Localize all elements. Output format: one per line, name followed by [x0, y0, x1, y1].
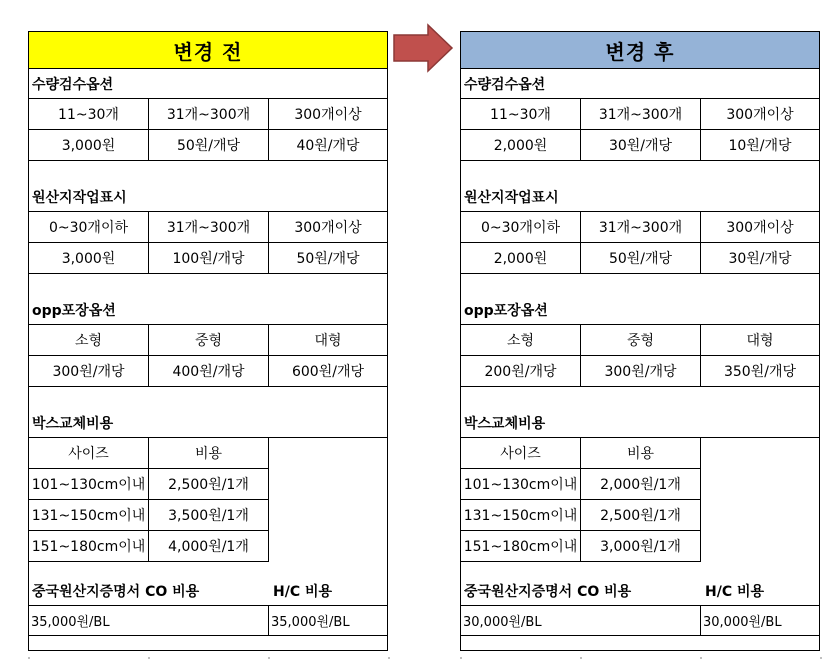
opp-header-row	[461, 325, 819, 356]
table-cell: 11~30개	[29, 99, 149, 129]
box-row	[29, 500, 387, 531]
after-title: 변경 후	[461, 32, 819, 69]
co-label: 중국원산지증명서 CO 비용	[464, 583, 632, 600]
spacer	[461, 161, 819, 182]
before-panel	[28, 31, 388, 651]
co-label-row	[461, 576, 819, 606]
arrow-right-icon	[392, 23, 454, 73]
table-cell: 대형	[314, 333, 342, 349]
spacer	[29, 636, 387, 650]
box-row	[461, 469, 819, 500]
table-cell: 3,500원/1개	[149, 500, 269, 531]
origin-header-row	[461, 212, 819, 243]
table-cell: 중형	[149, 325, 269, 355]
table-cell: 3,000원	[29, 243, 149, 273]
table-cell: 10원/개당	[728, 138, 792, 154]
after-panel	[460, 31, 820, 651]
opp-label: opp포장옵션	[461, 295, 819, 325]
table-cell: 350원/개당	[723, 364, 796, 380]
spacer	[29, 387, 387, 408]
spacer	[461, 636, 819, 650]
hc-label: H/C 비용	[273, 583, 333, 600]
table-cell: 2,500원/1개	[149, 469, 269, 500]
spacer	[29, 274, 387, 295]
table-cell: 2,000원/1개	[581, 469, 701, 500]
table-cell: 131~150cm이내	[29, 500, 149, 531]
hc-value: 35,000원/BL	[271, 615, 350, 630]
box-row	[461, 500, 819, 531]
table-cell: 대형	[746, 333, 774, 349]
table-cell: 31개~300개	[581, 212, 701, 242]
spacer	[29, 161, 387, 182]
spacer	[461, 387, 819, 408]
table-cell: 0~30개이하	[29, 212, 149, 242]
table-cell: 101~130cm이내	[29, 469, 149, 500]
table-cell: 사이즈	[29, 438, 149, 469]
inspection-header-row	[29, 99, 387, 130]
table-cell: 소형	[29, 325, 149, 355]
table-cell: 중형	[581, 325, 701, 355]
table-cell: 400원/개당	[149, 356, 269, 386]
table-cell: 3,000원	[29, 130, 149, 160]
table-cell: 2,500원/1개	[581, 500, 701, 531]
table-cell: 2,000원	[461, 243, 581, 273]
box-row	[29, 469, 387, 500]
table-cell: 31개~300개	[581, 99, 701, 129]
table-cell: 31개~300개	[149, 99, 269, 129]
inspection-header-row	[461, 99, 819, 130]
box-row	[461, 531, 819, 562]
box-header-row	[461, 438, 819, 469]
table-cell: 600원/개당	[291, 364, 364, 380]
opp-label: opp포장옵션	[29, 295, 387, 325]
table-cell: 40원/개당	[296, 138, 360, 154]
table-cell: 151~180cm이내	[461, 531, 581, 562]
table-cell: 300개이상	[726, 220, 794, 236]
table-cell: 101~130cm이내	[461, 469, 581, 500]
table-cell: 50원/개당	[149, 130, 269, 160]
table-cell: 50원/개당	[296, 251, 360, 267]
before-title: 변경 전	[29, 32, 387, 69]
table-cell: 31개~300개	[149, 212, 269, 242]
table-cell: 30원/개당	[728, 251, 792, 267]
table-cell: 3,000원/1개	[581, 531, 701, 562]
table-cell: 0~30개이하	[461, 212, 581, 242]
spacer	[461, 562, 819, 576]
table-cell: 11~30개	[461, 99, 581, 129]
spacer	[29, 562, 387, 576]
table-cell: 131~150cm이내	[461, 500, 581, 531]
inspection-price-row	[29, 130, 387, 161]
inspection-label: 수량검수옵션	[29, 69, 387, 99]
table-cell: 300개이상	[294, 107, 362, 123]
table-cell: 50원/개당	[581, 243, 701, 273]
co-value-row	[461, 606, 819, 636]
box-label: 박스교체비용	[461, 408, 819, 438]
co-label: 중국원산지증명서 CO 비용	[32, 583, 200, 600]
table-cell: 151~180cm이내	[29, 531, 149, 562]
hc-label: H/C 비용	[705, 583, 765, 600]
co-value-row	[29, 606, 387, 636]
co-value: 35,000원/BL	[29, 606, 269, 635]
origin-header-row	[29, 212, 387, 243]
table-cell: 300개이상	[726, 107, 794, 123]
co-value: 30,000원/BL	[461, 606, 701, 635]
origin-price-row	[461, 243, 819, 274]
opp-price-row	[461, 356, 819, 387]
table-cell: 2,000원	[461, 130, 581, 160]
table-cell: 300개이상	[294, 220, 362, 236]
co-label-row	[29, 576, 387, 606]
table-cell: 30원/개당	[581, 130, 701, 160]
table-cell: 비용	[149, 438, 269, 469]
table-cell: 4,000원/1개	[149, 531, 269, 562]
opp-header-row	[29, 325, 387, 356]
table-cell: 소형	[461, 325, 581, 355]
table-cell: 200원/개당	[461, 356, 581, 386]
page-break-dots	[0, 657, 840, 661]
opp-price-row	[29, 356, 387, 387]
spacer	[461, 274, 819, 295]
table-cell: 300원/개당	[581, 356, 701, 386]
table-cell: 사이즈	[461, 438, 581, 469]
inspection-price-row	[461, 130, 819, 161]
origin-label: 원산지작업표시	[29, 182, 387, 212]
box-label: 박스교체비용	[29, 408, 387, 438]
hc-value: 30,000원/BL	[703, 615, 782, 630]
box-header-row	[29, 438, 387, 469]
origin-label: 원산지작업표시	[461, 182, 819, 212]
box-row	[29, 531, 387, 562]
origin-price-row	[29, 243, 387, 274]
table-cell: 비용	[581, 438, 701, 469]
table-cell: 300원/개당	[29, 356, 149, 386]
table-cell: 100원/개당	[149, 243, 269, 273]
inspection-label: 수량검수옵션	[461, 69, 819, 99]
